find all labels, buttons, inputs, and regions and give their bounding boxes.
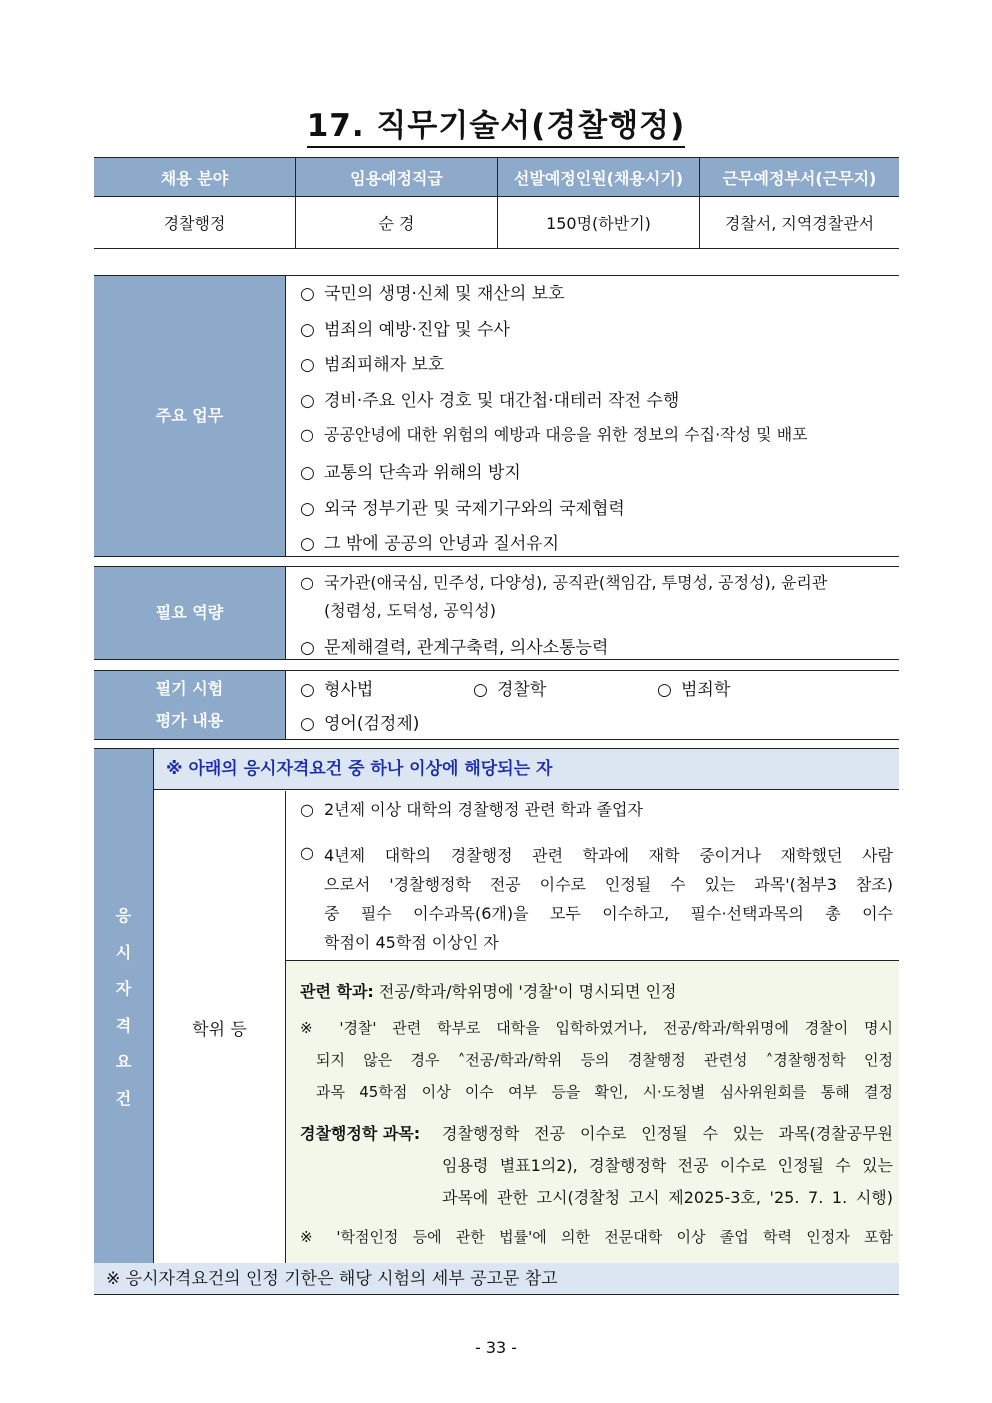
subject-label: 경찰행정학 과목: — [300, 1124, 421, 1143]
qualification-label-char: 응 — [115, 906, 132, 925]
duty-item: ○ 범죄의 예방·진압 및 수사 — [300, 320, 510, 340]
related-dept-line — [300, 979, 676, 1002]
page-title-wrap — [0, 100, 992, 145]
summary-header-row — [94, 158, 899, 197]
duty-item: ○ 공공안녕에 대한 위험의 예방과 대응을 위한 정보의 수집·작성 및 배포 — [300, 425, 808, 444]
qualification-notice: ※ 아래의 응시자격요건 중 하나 이상에 해당되는 자 — [154, 749, 899, 790]
qualification-label — [94, 749, 154, 1264]
duty-item: ○ 그 밖에 공공의 안녕과 질서유지 — [300, 534, 560, 554]
duty-item: ○ 경비·주요 인사 경호 및 대간첩·대테러 작전 수행 — [300, 391, 680, 411]
val-grade: 순 경 — [296, 197, 498, 249]
exam-content — [286, 671, 899, 739]
summary-value-row — [94, 197, 899, 249]
qualification-label-char: 요 — [115, 1052, 132, 1071]
duty-item: ○ 범죄피해자 보호 — [300, 355, 445, 375]
col-field: 채용 분야 — [94, 158, 296, 197]
duty-item: ○ 국민의 생명·신체 및 재산의 보호 — [300, 284, 565, 304]
competency-content — [286, 567, 899, 659]
exam-subject: ○ 경찰학 — [473, 680, 547, 700]
competency-item: ○ 문제해결력, 관계구축력, 의사소통능력 — [300, 638, 609, 658]
qualification-note2: ※ '학점인정 등에 관한 법률'에 의한 전문대학 이상 졸업 학력 인정자 포함 — [300, 1228, 893, 1246]
qualification-items — [286, 791, 899, 961]
competency-item: ○ 국가관(애국심, 민주성, 다양성), 공직관(책임감, 투명성, 공정성), 윤리관 — [300, 573, 828, 592]
qualification-item: ○ 4년제 대학의 경찰행정 관련 학과에 재학 중이거나 재학했던 사람 으로서 '경찰행정학 전공 이수로 인정될 수 있는 과목'(첨부3 참조) 중 필수 이수과목(6개)을 모두 이수하고, 필수·선택과목의 총 이수 학점이 45학점 이상인 자 — [300, 843, 893, 952]
exam-label-line1: 필기 시험 — [155, 679, 224, 698]
qualification-label-char: 건 — [115, 1089, 132, 1108]
duties-label: 주요 업무 — [94, 276, 286, 556]
qualification-label-char: 격 — [115, 1016, 132, 1035]
exam-label-line2: 평가 내용 — [155, 711, 224, 730]
col-dept: 근무예정부서(근무지) — [700, 158, 900, 197]
col-grade: 임용예정직급 — [296, 158, 498, 197]
related-dept-text: 전공/학과/학위명에 '경찰'이 명시되면 인정 — [378, 982, 677, 1001]
exam-label — [94, 671, 286, 739]
duties-section — [94, 275, 899, 557]
page-number: - 33 - — [474, 1338, 518, 1357]
qualification-note1: ※ '경찰' 관련 학부로 대학을 입학하였거나, 전공/학과/학위명에 경찰이 명시 되지 않은 경우 ˄전공/학과/학위 등의 경찰행정 관련성 ˄경찰행정학 인정 과목 45학점 이상 이수 여부 등을 확인, 시·도청별 심사위원회를 통해 결정 — [300, 1019, 893, 1101]
duty-item: ○ 외국 정부기관 및 국제기구와의 국제협력 — [300, 499, 625, 519]
exam-subject: ○ 영어(검정제) — [300, 714, 420, 734]
page-title: 17. 직무기술서(경찰행정) — [307, 108, 686, 148]
col-count: 선발예정인원(채용시기) — [498, 158, 700, 197]
qualification-label-char: 시 — [115, 943, 132, 962]
qualification-label-char: 자 — [115, 979, 132, 998]
qualification-category: 학위 등 — [154, 791, 286, 1264]
competency-label: 필요 역량 — [94, 567, 286, 659]
val-dept: 경찰서, 지역경찰관서 — [700, 197, 900, 249]
subject-text: 경찰행정학 전공 이수로 인정될 수 있는 과목(경찰공무원 임용령 별표1의2), 경찰행정학 전공 이수로 인정될 수 있는 과목에 관한 고시(경찰청 고시 제2025-3호, '25. 7. 1. 시행) — [442, 1124, 893, 1207]
competency-item-cont: (청렴성, 도덕성, 공익성) — [324, 601, 496, 620]
val-count: 150명(하반기) — [498, 197, 700, 249]
exam-subject: ○ 형사법 — [300, 680, 374, 700]
qualification-item: ○ 2년제 이상 대학의 경찰행정 관련 학과 졸업자 — [300, 800, 643, 819]
competency-section — [94, 566, 899, 660]
footer-note: ※ 응시자격요건의 인정 기한은 해당 시험의 세부 공고문 참고 — [94, 1263, 899, 1295]
val-field: 경찰행정 — [163, 214, 226, 233]
duty-item: ○ 교통의 단속과 위해의 방지 — [300, 463, 521, 483]
summary-table — [94, 157, 899, 249]
exam-subject: ○ 범죄학 — [657, 680, 731, 700]
related-dept-label: 관련 학과: — [300, 982, 374, 1001]
qualification-section — [94, 748, 899, 1265]
qualification-details — [286, 960, 899, 1264]
exam-section — [94, 670, 899, 740]
duties-content — [286, 276, 899, 556]
